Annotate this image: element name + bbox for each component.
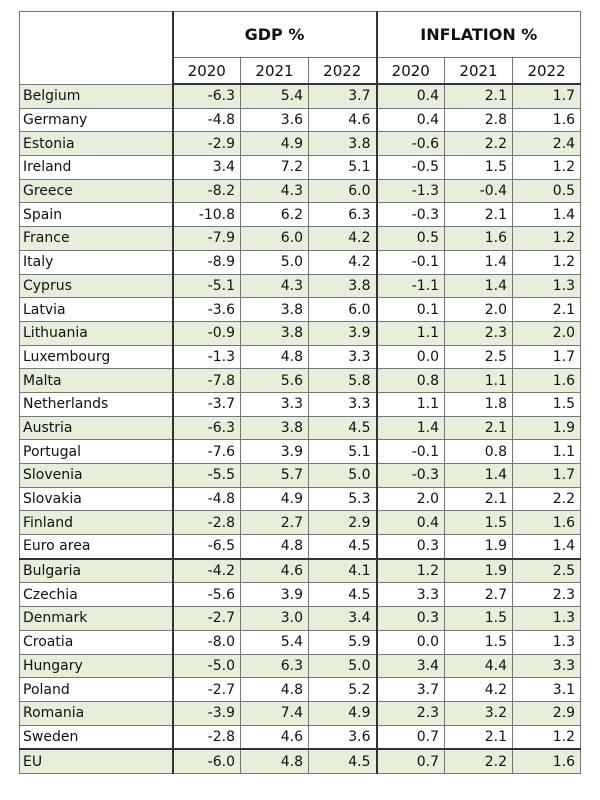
gdp-value-cell: 5.0 [309,464,377,488]
inflation-value-cell: -0.1 [377,250,445,274]
gdp-value-cell: -3.9 [173,701,241,725]
table-row [20,369,581,393]
table-row [20,132,581,156]
gdp-value-cell: 3.3 [309,345,377,369]
inflation-value-cell: 0.4 [377,84,445,108]
table-row [20,701,581,725]
gdp-value-cell: 3.3 [309,392,377,416]
inflation-value-cell: 0.5 [377,227,445,251]
inflation-value-cell: 0.0 [377,630,445,654]
gdp-value-cell: 3.3 [241,392,309,416]
year-header: 2022 [309,58,377,85]
inflation-value-cell: 2.5 [513,559,581,583]
gdp-value-cell: 4.9 [241,132,309,156]
country-cell: Spain [20,203,173,227]
inflation-value-cell: 1.4 [445,274,513,298]
inflation-value-cell: 1.4 [445,250,513,274]
inflation-value-cell: -0.1 [377,440,445,464]
gdp-value-cell: 3.8 [241,321,309,345]
group-header-row [20,12,581,58]
gdp-value-cell: 5.8 [309,369,377,393]
inflation-value-cell: 2.2 [445,749,513,773]
year-header: 2021 [445,58,513,85]
gdp-value-cell: 3.4 [173,156,241,180]
inflation-value-cell: 1.1 [377,392,445,416]
inflation-value-cell: 4.2 [445,678,513,702]
gdp-value-cell: 5.4 [241,84,309,108]
inflation-value-cell: 0.4 [377,108,445,132]
gdp-value-cell: -4.2 [173,559,241,583]
year-header: 2022 [513,58,581,85]
inflation-value-cell: 2.0 [377,487,445,511]
gdp-value-cell: 7.2 [241,156,309,180]
inflation-value-cell: 2.5 [445,345,513,369]
inflation-value-cell: 1.6 [445,227,513,251]
country-cell: Euro area [20,535,173,559]
inflation-value-cell: 0.4 [377,511,445,535]
gdp-value-cell: 4.6 [241,559,309,583]
country-cell: Czechia [20,583,173,607]
inflation-value-cell: 1.6 [513,369,581,393]
inflation-value-cell: 1.5 [445,156,513,180]
inflation-value-cell: 1.4 [377,416,445,440]
gdp-value-cell: 4.6 [241,725,309,749]
table-row [20,559,581,583]
inflation-value-cell: 0.7 [377,749,445,773]
inflation-value-cell: -0.4 [445,179,513,203]
inflation-value-cell: 3.3 [513,654,581,678]
inflation-value-cell: 0.5 [513,179,581,203]
gdp-value-cell: 4.5 [309,416,377,440]
country-cell: Lithuania [20,321,173,345]
country-cell: Denmark [20,607,173,631]
inflation-value-cell: 1.3 [513,630,581,654]
inflation-value-cell: 1.6 [513,108,581,132]
inflation-value-cell: 1.5 [445,607,513,631]
gdp-value-cell: -4.8 [173,108,241,132]
inflation-value-cell: 1.6 [513,749,581,773]
inflation-value-cell: 1.9 [445,559,513,583]
country-cell: Austria [20,416,173,440]
inflation-value-cell: 3.7 [377,678,445,702]
inflation-value-cell: 1.5 [445,630,513,654]
inflation-value-cell: 2.1 [445,84,513,108]
forecast-table [19,11,581,774]
gdp-value-cell: 4.5 [309,535,377,559]
inflation-value-cell: 3.1 [513,678,581,702]
gdp-value-cell: 3.8 [241,298,309,322]
gdp-value-cell: 4.6 [309,108,377,132]
gdp-value-cell: 3.6 [241,108,309,132]
country-cell: Slovenia [20,464,173,488]
gdp-value-cell: 5.1 [309,440,377,464]
gdp-value-cell: 4.8 [241,678,309,702]
table-row [20,749,581,773]
gdp-value-cell: 4.8 [241,345,309,369]
gdp-value-cell: 5.1 [309,156,377,180]
gdp-value-cell: 4.2 [309,250,377,274]
inflation-value-cell: 1.7 [513,464,581,488]
gdp-value-cell: -2.9 [173,132,241,156]
inflation-value-cell: 0.8 [377,369,445,393]
inflation-value-cell: 2.7 [445,583,513,607]
year-header: 2020 [377,58,445,85]
inflation-value-cell: 2.1 [445,487,513,511]
country-cell: Hungary [20,654,173,678]
gdp-value-cell: 6.2 [241,203,309,227]
table-row [20,583,581,607]
gdp-value-cell: -7.8 [173,369,241,393]
gdp-value-cell: -2.7 [173,607,241,631]
gdp-value-cell: 6.0 [241,227,309,251]
gdp-value-cell: 5.3 [309,487,377,511]
gdp-value-cell: -5.6 [173,583,241,607]
table-row [20,298,581,322]
gdp-value-cell: 3.8 [309,274,377,298]
forecast-table-container [19,11,580,775]
inflation-value-cell: 3.3 [377,583,445,607]
inflation-value-cell: 2.9 [513,701,581,725]
gdp-value-cell: 2.7 [241,511,309,535]
gdp-value-cell: 6.3 [241,654,309,678]
inflation-value-cell: -1.3 [377,179,445,203]
gdp-value-cell: -2.8 [173,725,241,749]
country-cell: Finland [20,511,173,535]
table-row [20,487,581,511]
gdp-value-cell: -3.7 [173,392,241,416]
gdp-value-cell: 4.8 [241,535,309,559]
inflation-value-cell: 1.2 [513,725,581,749]
inflation-value-cell: 2.1 [513,298,581,322]
gdp-value-cell: -7.6 [173,440,241,464]
inflation-value-cell: 1.7 [513,84,581,108]
gdp-value-cell: -5.1 [173,274,241,298]
inflation-value-cell: 1.3 [513,607,581,631]
gdp-value-cell: 3.4 [309,607,377,631]
gdp-value-cell: -1.3 [173,345,241,369]
inflation-value-cell: 1.4 [445,464,513,488]
gdp-value-cell: 6.0 [309,298,377,322]
table-row [20,108,581,132]
country-cell: Malta [20,369,173,393]
table-row [20,250,581,274]
country-cell: Italy [20,250,173,274]
inflation-value-cell: 3.4 [377,654,445,678]
inflation-value-cell: 2.1 [445,416,513,440]
gdp-value-cell: -6.5 [173,535,241,559]
inflation-value-cell: 2.3 [513,583,581,607]
country-cell: Belgium [20,84,173,108]
inflation-value-cell: 0.8 [445,440,513,464]
gdp-value-cell: 3.9 [241,583,309,607]
gdp-value-cell: 6.3 [309,203,377,227]
inflation-value-cell: 2.4 [513,132,581,156]
table-body [20,84,581,773]
gdp-value-cell: 5.0 [309,654,377,678]
table-row [20,203,581,227]
country-cell: Cyprus [20,274,173,298]
inflation-value-cell: 1.1 [377,321,445,345]
inflation-value-cell: 0.3 [377,607,445,631]
inflation-value-cell: 2.3 [377,701,445,725]
gdp-value-cell: -10.8 [173,203,241,227]
inflation-value-cell: -0.6 [377,132,445,156]
country-cell: Croatia [20,630,173,654]
inflation-value-cell: 1.5 [445,511,513,535]
year-header: 2021 [241,58,309,85]
inflation-value-cell: 2.1 [445,725,513,749]
inflation-value-cell: 1.6 [513,511,581,535]
gdp-value-cell: -8.9 [173,250,241,274]
table-row [20,84,581,108]
inflation-value-cell: 1.2 [377,559,445,583]
gdp-value-cell: 4.9 [241,487,309,511]
table-row [20,725,581,749]
table-row [20,535,581,559]
gdp-value-cell: 4.9 [309,701,377,725]
gdp-value-cell: -8.0 [173,630,241,654]
country-cell: Sweden [20,725,173,749]
country-cell: EU [20,749,173,773]
table-row [20,416,581,440]
gdp-value-cell: -5.5 [173,464,241,488]
country-cell: Germany [20,108,173,132]
inflation-value-cell: 2.0 [445,298,513,322]
gdp-value-cell: -8.2 [173,179,241,203]
table-row [20,440,581,464]
inflation-value-cell: 1.1 [445,369,513,393]
inflation-value-cell: 2.0 [513,321,581,345]
gdp-value-cell: -0.9 [173,321,241,345]
inflation-value-cell: 1.2 [513,156,581,180]
country-cell: Netherlands [20,392,173,416]
gdp-value-cell: -5.0 [173,654,241,678]
table-row [20,607,581,631]
inflation-value-cell: 2.2 [513,487,581,511]
inflation-value-cell: 1.5 [513,392,581,416]
inflation-value-cell: -0.5 [377,156,445,180]
gdp-value-cell: 4.5 [309,583,377,607]
table-row [20,321,581,345]
gdp-value-cell: 7.4 [241,701,309,725]
country-cell: Slovakia [20,487,173,511]
table-row [20,156,581,180]
country-cell: Latvia [20,298,173,322]
gdp-value-cell: 4.1 [309,559,377,583]
inflation-value-cell: 1.2 [513,227,581,251]
inflation-value-cell: -1.1 [377,274,445,298]
country-cell: Romania [20,701,173,725]
gdp-value-cell: 3.7 [309,84,377,108]
gdp-value-cell: 3.8 [309,132,377,156]
table-row [20,630,581,654]
gdp-value-cell: 5.7 [241,464,309,488]
inflation-value-cell: 1.1 [513,440,581,464]
inflation-value-cell: 1.9 [513,416,581,440]
table-row [20,464,581,488]
inflation-value-cell: 0.3 [377,535,445,559]
gdp-value-cell: 5.4 [241,630,309,654]
country-cell: Bulgaria [20,559,173,583]
table-row [20,179,581,203]
inflation-value-cell: 4.4 [445,654,513,678]
inflation-value-cell: 1.4 [513,535,581,559]
inflation-value-cell: 1.2 [513,250,581,274]
inflation-value-cell: 2.1 [445,203,513,227]
gdp-value-cell: 4.3 [241,274,309,298]
gdp-value-cell: 5.6 [241,369,309,393]
gdp-value-cell: 5.2 [309,678,377,702]
country-cell: Greece [20,179,173,203]
gdp-value-cell: 4.8 [241,749,309,773]
inflation-value-cell: -0.3 [377,464,445,488]
gdp-value-cell: -6.0 [173,749,241,773]
gdp-value-cell: 4.5 [309,749,377,773]
corner-cell [20,12,173,85]
gdp-value-cell: -7.9 [173,227,241,251]
inflation-value-cell: 0.0 [377,345,445,369]
gdp-value-cell: 3.6 [309,725,377,749]
inflation-value-cell: 2.3 [445,321,513,345]
inflation-value-cell: -0.3 [377,203,445,227]
gdp-value-cell: 3.9 [309,321,377,345]
country-cell: Luxembourg [20,345,173,369]
gdp-value-cell: 5.0 [241,250,309,274]
inflation-value-cell: 1.7 [513,345,581,369]
gdp-value-cell: 5.9 [309,630,377,654]
country-cell: Estonia [20,132,173,156]
gdp-value-cell: 3.8 [241,416,309,440]
gdp-value-cell: 3.9 [241,440,309,464]
table-row [20,345,581,369]
inflation-value-cell: 1.3 [513,274,581,298]
year-header: 2020 [173,58,241,85]
table-row [20,654,581,678]
gdp-value-cell: -6.3 [173,416,241,440]
inflation-value-cell: 2.2 [445,132,513,156]
gdp-value-cell: -2.8 [173,511,241,535]
gdp-value-cell: -3.6 [173,298,241,322]
inflation-value-cell: 3.2 [445,701,513,725]
inflation-value-cell: 0.7 [377,725,445,749]
gdp-value-cell: -2.7 [173,678,241,702]
group-header-inflation: INFLATION % [377,12,581,58]
table-row [20,227,581,251]
table-row [20,511,581,535]
table-row [20,274,581,298]
inflation-value-cell: 1.9 [445,535,513,559]
country-cell: Ireland [20,156,173,180]
table-row [20,678,581,702]
gdp-value-cell: -6.3 [173,84,241,108]
country-cell: Portugal [20,440,173,464]
inflation-value-cell: 1.8 [445,392,513,416]
inflation-value-cell: 0.1 [377,298,445,322]
inflation-value-cell: 1.4 [513,203,581,227]
country-cell: France [20,227,173,251]
inflation-value-cell: 2.8 [445,108,513,132]
gdp-value-cell: 3.0 [241,607,309,631]
gdp-value-cell: 4.2 [309,227,377,251]
gdp-value-cell: 2.9 [309,511,377,535]
gdp-value-cell: -4.8 [173,487,241,511]
group-header-gdp: GDP % [173,12,377,58]
gdp-value-cell: 4.3 [241,179,309,203]
country-cell: Poland [20,678,173,702]
gdp-value-cell: 6.0 [309,179,377,203]
table-row [20,392,581,416]
